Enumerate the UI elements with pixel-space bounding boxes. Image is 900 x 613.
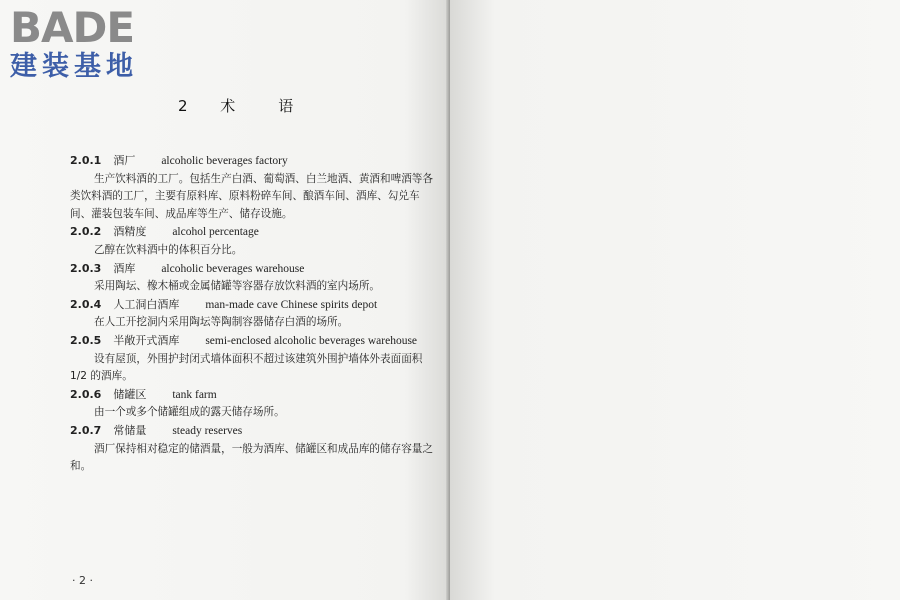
logo-mark: BADE	[10, 3, 135, 52]
term-heading	[70, 422, 438, 441]
left-page	[0, 0, 450, 600]
term-zh: 常储量	[113, 423, 147, 437]
term-heading	[70, 386, 438, 405]
term-zh: 酒厂	[113, 154, 136, 167]
logo	[10, 3, 180, 82]
term-number: 2.0.1	[70, 154, 102, 167]
right-page	[450, 0, 900, 600]
terms-body	[70, 152, 438, 476]
term-heading	[70, 223, 438, 242]
term-number: 2.0.5	[70, 333, 102, 347]
term-en: alcoholic beverages warehouse	[161, 262, 305, 275]
term-number: 2.0.7	[70, 423, 102, 437]
term-zh: 酒精度	[113, 225, 147, 239]
term-en: man-made cave Chinese spirits depot	[205, 298, 378, 311]
term-number: 2.0.6	[70, 387, 102, 401]
page-number-left: · 2 ·	[72, 574, 93, 587]
term-zh: 储罐区	[113, 387, 147, 401]
term-en: semi-enclosed alcoholic beverages warehouse	[205, 334, 418, 347]
term-en: steady reserves	[172, 424, 243, 437]
term-heading	[70, 260, 438, 279]
chapter-title-terms: 2 术 语	[178, 97, 308, 115]
term-definition: 采用陶坛、橡木桶或金属储罐等容器存放饮料酒的室内场所。	[94, 280, 381, 293]
term-definition: 由一个或多个储罐组成的露天储存场所。	[94, 406, 285, 419]
term-definition: 乙醇在饮料酒中的体积百分比。	[94, 243, 243, 256]
term-definition: 酒厂保持相对稳定的储酒量，一般为酒库、储罐区和成品库的储存容量之和。	[70, 442, 433, 473]
term-zh: 酒库	[113, 261, 136, 275]
term-en: tank farm	[172, 388, 217, 401]
term-zh: 半敞开式酒库	[113, 333, 180, 347]
term-number: 2.0.4	[70, 297, 102, 311]
term-definition: 设有屋顶，外围护封闭式墙体面积不超过该建筑外围护墙体外表面面积 1/2 的酒库。	[70, 352, 423, 383]
term-heading	[70, 152, 438, 171]
term-number: 2.0.2	[70, 225, 102, 239]
term-definition: 在人工开挖洞内采用陶坛等陶制容器储存白酒的场所。	[94, 316, 349, 329]
logo-subtitle: 建装基地	[10, 51, 138, 82]
term-definition: 生产饮料酒的工厂。包括生产白酒、葡萄酒、白兰地酒、黄酒和啤酒等各类饮料酒的工厂，主要有原料库、原料粉碎车间、酿酒车间、酒库、勾兑车间、灌装包装车间、成品库等生产、储存设施。	[70, 172, 433, 220]
term-en: alcoholic beverages factory	[161, 155, 288, 167]
term-en: alcohol percentage	[172, 226, 259, 239]
term-zh: 人工洞白酒库	[113, 297, 180, 311]
term-heading	[70, 332, 438, 351]
term-number: 2.0.3	[70, 261, 102, 275]
term-heading	[70, 296, 438, 315]
